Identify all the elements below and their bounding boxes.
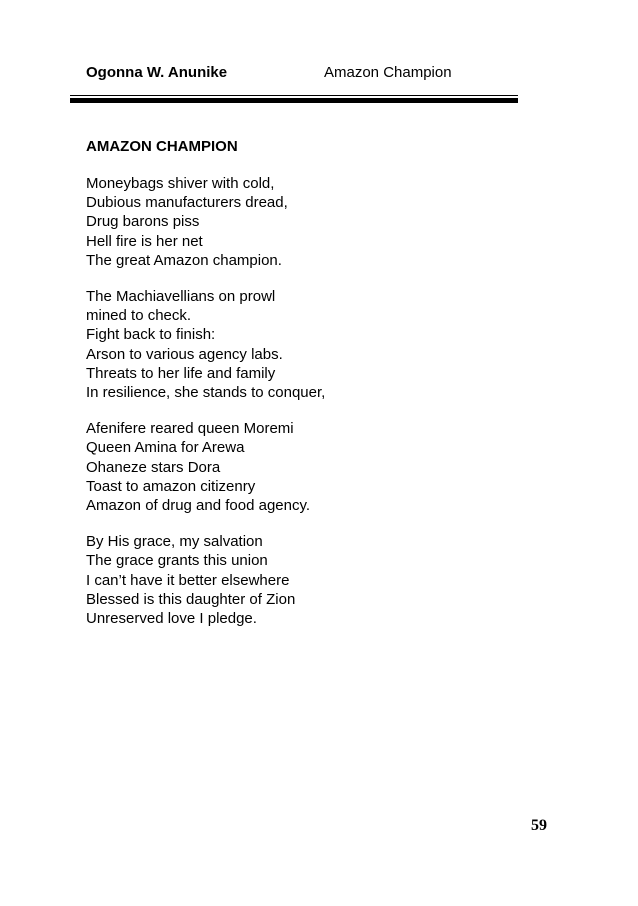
header-rule-thin bbox=[70, 95, 518, 96]
poem-line: Drug barons piss bbox=[86, 213, 200, 231]
poem-line: Dubious manufacturers dread, bbox=[86, 194, 288, 212]
stanza-3 bbox=[86, 419, 526, 515]
poem-line: Fight back to finish: bbox=[86, 326, 216, 344]
poem-line: Blessed is this daughter of Zion bbox=[86, 590, 296, 608]
header-author: Ogonna W. Anunike bbox=[86, 64, 228, 81]
poem-line: Threats to her life and family bbox=[86, 364, 276, 382]
stanza-4 bbox=[86, 532, 526, 628]
poem-line: Arson to various agency labs. bbox=[86, 345, 283, 363]
poem-line: In resilience, she stands to conquer, bbox=[86, 384, 326, 402]
poem-line: Afenifere reared queen Moremi bbox=[86, 420, 294, 438]
poem-body bbox=[86, 174, 526, 645]
poem-line: Hell fire is her net bbox=[86, 232, 203, 250]
poem-line: Unreserved love I pledge. bbox=[86, 610, 257, 628]
poem-line: Moneybags shiver with cold, bbox=[86, 175, 275, 192]
stanza-2 bbox=[86, 287, 526, 402]
stanza-1 bbox=[86, 174, 526, 270]
header-running-title: Amazon Champion bbox=[324, 64, 452, 81]
poem-line: Ohaneze stars Dora bbox=[86, 458, 221, 476]
poem-title: AMAZON CHAMPION bbox=[86, 138, 238, 155]
poem-line: By His grace, my salvation bbox=[86, 533, 263, 551]
poem-line: Queen Amina for Arewa bbox=[86, 439, 245, 457]
poem-line: Toast to amazon citizenry bbox=[86, 477, 256, 495]
poem-line: I can’t have it better elsewhere bbox=[86, 571, 290, 589]
poem-line: The great Amazon champion. bbox=[86, 251, 282, 269]
page-header bbox=[86, 64, 526, 84]
poem-line: The grace grants this union bbox=[86, 552, 268, 570]
header-rule-thick bbox=[70, 98, 518, 103]
poem-line: Amazon of drug and food agency. bbox=[86, 497, 311, 515]
page-number: 59 bbox=[531, 817, 547, 834]
poem-line: The Machiavellians on prowl bbox=[86, 288, 276, 306]
poem-line: mined to check. bbox=[86, 307, 192, 325]
